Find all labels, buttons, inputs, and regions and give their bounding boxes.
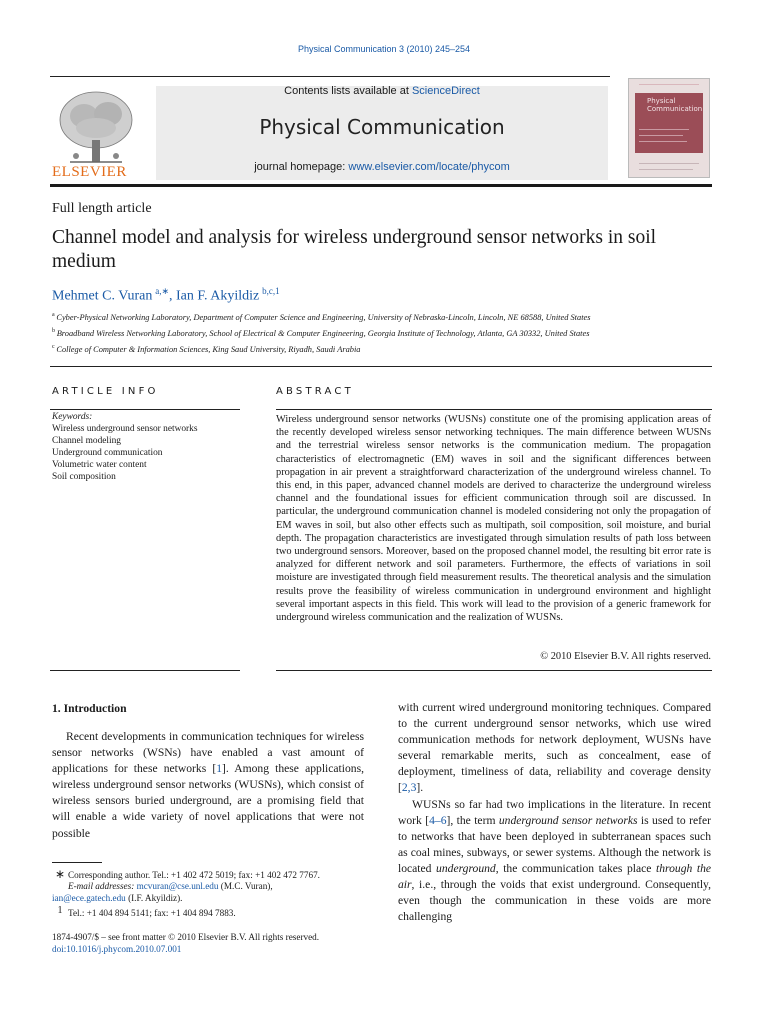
abstract-copyright: © 2010 Elsevier B.V. All rights reserved. (540, 651, 711, 662)
header-bottom-rule (50, 184, 712, 187)
affiliation: $^b$ Broadband Wireless Networking Laboratory, School of Electrical & Computer Engineering, Georgia Institute of Technology, Atlanta, GA 30332, United States (52, 328, 590, 338)
doi-link[interactable]: doi:10.1016/j.phycom.2010.07.001 (52, 944, 182, 954)
abstract-rule (276, 670, 712, 671)
cover-rule (639, 141, 687, 142)
sciencedirect-link[interactable]: ScienceDirect (411, 85, 480, 97)
author-affil-mark[interactable]: b,c,1 (262, 286, 280, 296)
author-name[interactable]: Mehmet C. Vuran (52, 288, 153, 304)
cover-rule (639, 163, 699, 164)
footnote-emails: E-mail addresses: mcvuran@cse.unl.edu (M.C. Vuran), (68, 881, 273, 891)
keyword-item: Volumetric water content (52, 460, 147, 470)
affiliation: $^c$ College of Computer & Information Sciences, King Saud University, Riyadh, Saudi Arabia (52, 344, 361, 354)
author-name[interactable]: Ian F. Akyildiz (176, 288, 260, 304)
article-info-rule (50, 670, 240, 671)
footnote-mark: ∗ (54, 867, 66, 881)
front-matter (52, 931, 319, 955)
homepage-line (156, 161, 608, 173)
contents-line (156, 85, 608, 97)
article-info-rule (50, 409, 240, 410)
email-link[interactable]: mcvuran@cse.unl.edu (136, 881, 219, 891)
keywords-block (52, 411, 242, 483)
cover-title: Physical Communication (647, 97, 703, 113)
contents-prefix: Contents lists available at (284, 85, 412, 97)
article-title: Channel model and analysis for wireless underground sensor networks in soil medium (52, 227, 657, 272)
body-column-left (52, 729, 364, 842)
journal-title: Physical Communication (259, 115, 505, 139)
cover-rule (639, 135, 683, 136)
affiliation: $^a$ Cyber-Physical Networking Laboratory, Department of Computer Science and Engineering, University of Nebraska-Lincoln, Lincoln, NE 68588, United States (52, 312, 591, 322)
footnote-emails-cont: ian@ece.gatech.edu (I.F. Akyildiz). (52, 893, 183, 903)
elsevier-wordmark: ELSEVIER (52, 164, 127, 180)
cover-rule (639, 84, 699, 85)
abstract-rule (276, 409, 712, 410)
cover-rule (639, 129, 689, 130)
footnote-1: 1 Tel.: +1 404 894 5141; fax: +1 404 894 7883. (52, 905, 236, 919)
paragraph: with current wired underground monitoring techniques. Compared to the current underground sensor networks, which use wired communication methods for network deployment, WUSNs have several remarkable merits, such as concealment, ease of deployment, timeliness of data, reliability and coverage density [2,3]. (398, 701, 711, 795)
paragraph: WUSNs so far had two implications in the literature. In recent work [4–6], the term underground sensor networks is used to refer to networks that have been deployed in subterranean spaces such as coal mines, subways, or sewer systems. Although the network is located underground, the communication takes place through the air, i.e., through the voids that exist underground. Consequently, even though the communication in these voids are more challenging (398, 797, 712, 924)
keyword-item: Channel modeling (52, 436, 121, 446)
cover-rule (639, 169, 693, 170)
journal-citation[interactable]: Physical Communication 3 (2010) 245–254 (297, 44, 471, 54)
keyword-item: Underground communication (52, 448, 163, 458)
article-type: Full length article (52, 201, 152, 216)
citation-link[interactable]: 2,3 (401, 781, 417, 795)
paragraph: Recent developments in communication techniques for wireless sensor networks (WSNs) have enabled a vast amount of applications for these networks [1]. Among these applications, wireless underground sensor networks (WUSNs), which consist of wireless sensors buried underground, are a promising field that will enable a wide variety of novel applications that were not possible (52, 730, 364, 840)
citation-link[interactable]: 1 (216, 762, 222, 776)
author-list (52, 286, 280, 305)
keyword-item: Wireless underground sensor networks (52, 424, 198, 434)
author-affil-mark[interactable]: a,∗ (155, 286, 169, 296)
author-separator: , (169, 288, 176, 304)
abstract-text: Wireless underground sensor networks (WUSNs) constitute one of the promising application areas of the recently developed wireless sensor networking techniques. The main difference between WUSNs and the terrestrial wireless sensor networks is the communication medium. The propagation characteristics of electromagnetic (EM) waves in soil and the significant differences between propagation in air prevent a straightforward characterization of the underground wireless channel. To this end, in this paper, advanced channel models are derived to characterize the underground wireless channel and the foundational issues for efficient communication through soil are discussed. In particular, the underground communication channel is modeled considering not only the propagation of EM waves in soil, but also other effects such as multipath, soil composition, soil moisture, and burial depth. The propagation characteristics are investigated through simulation results of path loss between two underground sensors. Moreover, based on the proposed channel model, the resulting bit error rate is analyzed for different network and soil parameters. Furthermore, the effects of variations in soil moisture are investigated through field measurement results. The theoretical analysis and the simulation results prove the feasibility of wireless communication in underground environment and highlight several important aspects in this field. This work will lead to the provision of a generic framework for underground wireless communication and the realization of WUSNs. (276, 414, 711, 624)
keyword-item: Soil composition (52, 472, 116, 482)
issn-line: 1874-4907/$ – see front matter © 2010 Elsevier B.V. All rights reserved. (52, 932, 320, 942)
body-column-right (398, 700, 711, 925)
footnote-corresponding: ∗ Corresponding author. Tel.: +1 402 472 5019; fax: +1 402 472 7767. (52, 868, 320, 881)
article-info-heading: ARTICLE INFO (52, 386, 159, 397)
header-top-rule (50, 76, 610, 77)
homepage-prefix: journal homepage: (254, 161, 349, 173)
keywords-label: Keywords: (52, 412, 93, 422)
section-heading-introduction: 1. Introduction (52, 702, 127, 715)
section-rule (50, 366, 712, 367)
journal-cover-thumbnail[interactable] (628, 78, 710, 178)
footnote-mark: 1 (57, 905, 63, 916)
citation-link[interactable]: 4–6 (429, 813, 447, 827)
email-link[interactable]: ian@ece.gatech.edu (52, 893, 126, 903)
footnote-rule (52, 862, 102, 863)
homepage-link[interactable]: www.elsevier.com/locate/phycom (348, 161, 510, 173)
abstract-heading: ABSTRACT (276, 386, 354, 397)
